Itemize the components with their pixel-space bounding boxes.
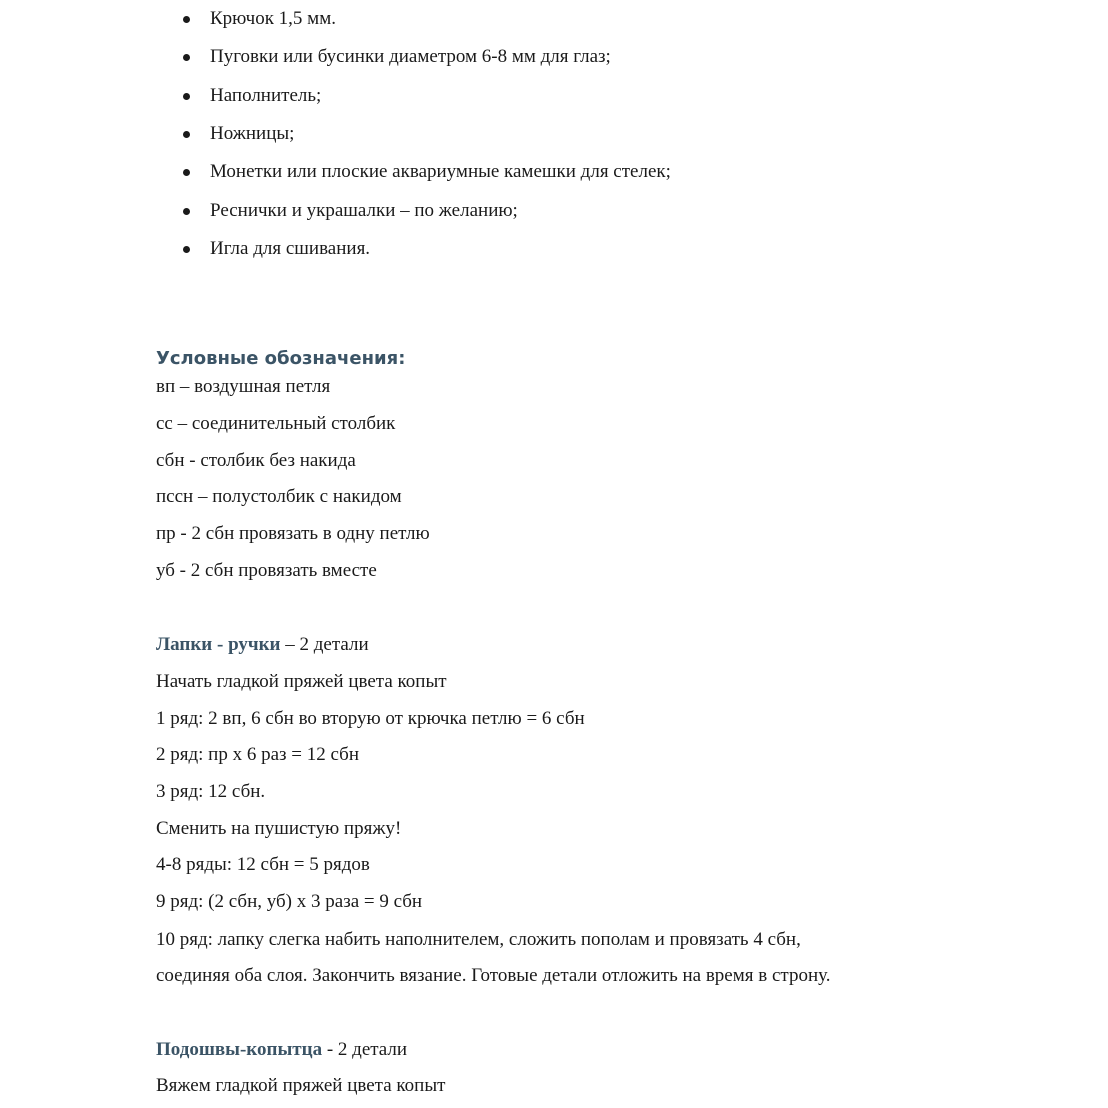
- legend-item: уб - 2 сбн провязать вместе: [156, 560, 377, 581]
- list-item: Наполнитель;: [210, 84, 321, 108]
- paws-suffix: – 2 детали: [280, 634, 369, 655]
- instruction-line: 4-8 ряды: 12 сбн = 5 рядов: [156, 854, 370, 875]
- section-title-paws: [156, 633, 369, 657]
- legend-item: пр - 2 сбн провязать в одну петлю: [156, 523, 430, 544]
- paws-title: Лапки - ручки: [156, 634, 281, 655]
- bullet-icon: [183, 131, 190, 138]
- instruction-line: 1 ряд: 2 вп, 6 сбн во вторую от крючка петлю = 6 сбн: [156, 708, 585, 729]
- legend-title: Условные обозначения:: [156, 348, 406, 369]
- instruction-line: соединяя оба слоя. Закончить вязание. Готовые детали отложить на время в строну.: [156, 965, 831, 986]
- bullet-icon: [183, 93, 190, 100]
- bullet-icon: [183, 16, 190, 23]
- bullet-icon: [183, 54, 190, 61]
- list-item: Крючок 1,5 мм.: [210, 7, 336, 31]
- list-item: Монетки или плоские аквариумные камешки для стелек;: [210, 160, 671, 184]
- soles-suffix: - 2 детали: [322, 1039, 408, 1060]
- list-item: Игла для сшивания.: [210, 237, 370, 261]
- list-item: Ножницы;: [210, 122, 294, 146]
- instruction-line: 9 ряд: (2 сбн, уб) х 3 раза = 9 сбн: [156, 891, 423, 912]
- instruction-line: Сменить на пушистую пряжу!: [156, 818, 402, 839]
- instruction-line: 10 ряд: лапку слегка набить наполнителем, сложить пополам и провязать 4 сбн,: [156, 929, 801, 950]
- instruction-line: Вяжем гладкой пряжей цвета копыт: [156, 1075, 446, 1096]
- instruction-line: 3 ряд: 12 сбн.: [156, 781, 266, 802]
- legend-item: вп – воздушная петля: [156, 376, 331, 397]
- bullet-icon: [183, 208, 190, 215]
- soles-title: Подошвы-копытца: [156, 1039, 323, 1060]
- section-title-soles: [156, 1038, 407, 1062]
- legend-item: пссн – полустолбик с накидом: [156, 486, 402, 507]
- legend-item: сбн - столбик без накида: [156, 450, 356, 471]
- legend-item: сс – соединительный столбик: [156, 413, 396, 434]
- bullet-icon: [183, 246, 190, 253]
- bullet-icon: [183, 169, 190, 176]
- instruction-line: 2 ряд: пр х 6 раз = 12 сбн: [156, 744, 360, 765]
- list-item: Пуговки или бусинки диаметром 6-8 мм для глаз;: [210, 45, 611, 69]
- list-item: Реснички и украшалки – по желанию;: [210, 199, 518, 223]
- instruction-line: Начать гладкой пряжей цвета копыт: [156, 671, 447, 692]
